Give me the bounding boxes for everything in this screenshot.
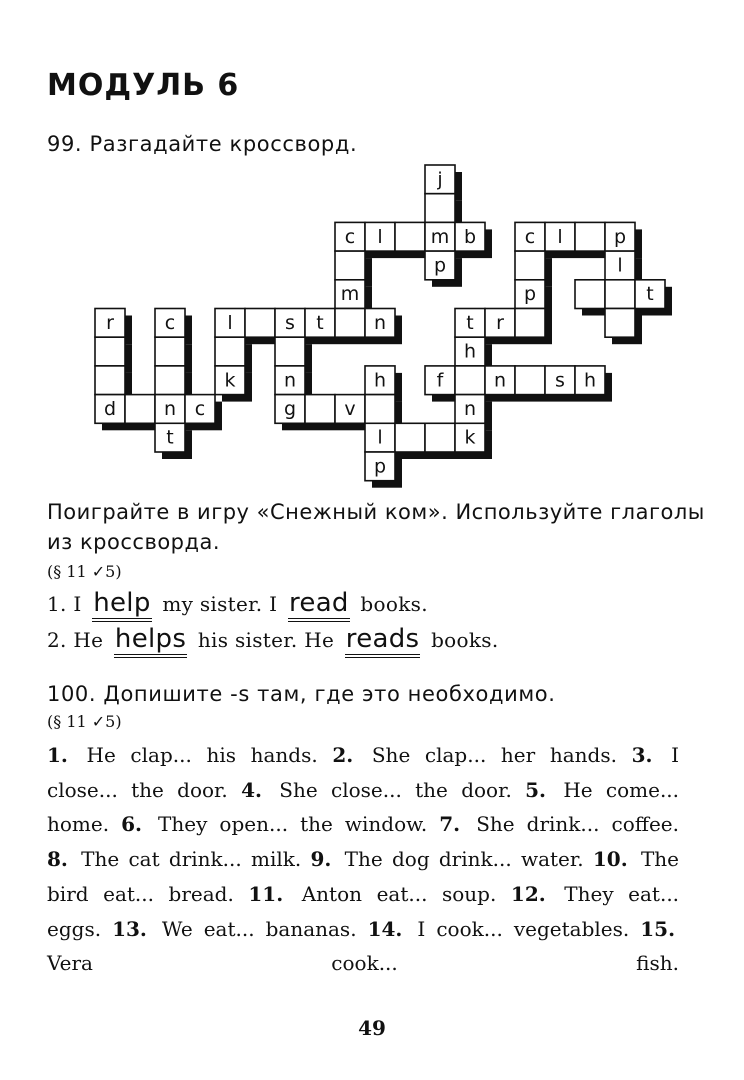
crossword-cell xyxy=(575,222,605,251)
crossword-letter: n xyxy=(283,369,297,392)
sentence-text: She clap... her hands. xyxy=(371,743,617,767)
page-number: 49 xyxy=(358,1016,386,1040)
crossword-cell xyxy=(215,337,245,366)
sentence-item xyxy=(47,847,301,871)
sentence-item xyxy=(121,812,427,836)
crossword-letter: l xyxy=(377,225,383,248)
crossword-letter: p xyxy=(523,283,537,306)
sentence-item xyxy=(47,743,318,767)
sentence-text: I close... the door. xyxy=(47,743,679,802)
sentence-number: 11. xyxy=(248,881,284,906)
crossword-cell xyxy=(365,395,395,424)
sentence-item xyxy=(439,812,679,836)
reference-note: (§ 11 ✓5) xyxy=(47,712,122,731)
crossword-letter: l xyxy=(557,225,563,248)
crossword-letter: t xyxy=(166,426,174,449)
sentence-text: The cat drink... milk. xyxy=(81,847,302,872)
crossword-letter: b xyxy=(463,225,477,248)
crossword-letter: s xyxy=(285,311,295,334)
crossword-letter: l xyxy=(377,426,383,449)
sentence-text: Anton eat... soup. xyxy=(301,881,497,906)
crossword-letter: n xyxy=(493,369,507,392)
crossword-cell xyxy=(155,337,185,366)
sentence-number: 10. xyxy=(592,847,628,872)
crossword-letter: d xyxy=(103,397,117,420)
crossword-cell xyxy=(605,280,635,309)
sentence-number: 12. xyxy=(510,881,546,906)
crossword-letter: h xyxy=(373,369,387,392)
sentence-text: Vera cook... fish. xyxy=(47,951,679,976)
exercise-100-heading: 100. Допишите -s там, где это необходимо. xyxy=(47,682,556,706)
exercise-99-heading: 99. Разгадайте кроссворд. xyxy=(47,132,358,156)
sentence-number: 4. xyxy=(241,777,262,802)
answer-word: help xyxy=(92,588,151,622)
sentence-text: I cook... vegetables. xyxy=(417,916,630,941)
crossword-letter: n xyxy=(463,397,477,420)
crossword-cell xyxy=(305,395,335,424)
line-word: I xyxy=(73,592,82,616)
crossword-cell xyxy=(95,366,125,395)
example-line-1 xyxy=(47,590,428,616)
crossword-letter: h xyxy=(583,369,597,392)
crossword-letter: c xyxy=(344,225,356,248)
crossword-letter: c xyxy=(164,311,176,334)
exercise-100-sentences xyxy=(47,738,679,981)
crossword-cell xyxy=(515,309,545,338)
crossword-letter: n xyxy=(163,397,177,420)
crossword-letter: p xyxy=(373,455,387,478)
crossword-letter: t xyxy=(466,311,474,334)
crossword-grid xyxy=(0,0,744,500)
line-word: his sister. He xyxy=(197,628,335,652)
sentence-number: 15. xyxy=(640,916,676,941)
crossword-letter: c xyxy=(194,397,206,420)
crossword-letter: p xyxy=(613,225,627,248)
crossword-letter: r xyxy=(496,311,504,334)
crossword-letter: t xyxy=(316,311,324,334)
sentence-item xyxy=(241,778,512,802)
crossword-letter: v xyxy=(344,397,356,420)
line-word: books. xyxy=(360,592,428,616)
crossword-letter: t xyxy=(646,283,654,306)
sentence-number: 9. xyxy=(310,847,332,872)
crossword-cell xyxy=(575,280,605,309)
line-word: books. xyxy=(431,628,499,652)
sentence-text: He come... home. xyxy=(47,777,680,837)
crossword-letter: l xyxy=(227,311,233,334)
answer-word: reads xyxy=(345,624,421,658)
sentence-item xyxy=(332,743,617,767)
sentence-text: We eat... bananas. xyxy=(161,916,357,941)
crossword-letter: n xyxy=(373,311,387,334)
crossword-letter: f xyxy=(436,369,444,392)
crossword-letter: c xyxy=(524,225,536,248)
sentence-number: 1. xyxy=(47,743,68,767)
crossword-cell xyxy=(395,222,425,251)
sentence-number: 7. xyxy=(439,812,461,837)
sentence-item xyxy=(368,917,630,941)
sentence-text: The dog drink... water. xyxy=(344,847,584,872)
line-word: my sister. I xyxy=(162,592,278,616)
sentence-item xyxy=(248,882,496,906)
crossword-cell xyxy=(395,423,425,452)
crossword-letter: m xyxy=(430,225,450,248)
crossword-cell xyxy=(335,251,365,280)
answer-word: helps xyxy=(114,624,187,658)
sentence-item xyxy=(112,917,356,941)
sentence-text: They eat... eggs. xyxy=(47,881,680,941)
module-title: МОДУЛЬ 6 xyxy=(47,68,240,103)
answer-word: read xyxy=(288,588,350,622)
sentence-text: She drink... coffee. xyxy=(476,812,679,837)
crossword-cell xyxy=(605,309,635,338)
crossword-letter: s xyxy=(555,369,565,392)
sentence-number: 13. xyxy=(112,916,147,941)
crossword-letter: j xyxy=(437,168,443,191)
crossword-letter: k xyxy=(224,369,236,392)
crossword-letter: r xyxy=(106,311,114,334)
crossword-cell xyxy=(95,337,125,366)
crossword-letter: l xyxy=(617,254,623,277)
crossword-cell xyxy=(245,309,275,338)
crossword-letter: p xyxy=(433,254,447,277)
example-line-2 xyxy=(47,626,499,652)
sentence-text: He clap... his hands. xyxy=(86,743,318,767)
crossword-cell xyxy=(335,309,365,338)
sentence-number: 2. xyxy=(332,743,354,767)
line-number: 2. xyxy=(47,628,67,652)
crossword-cell xyxy=(425,194,455,223)
crossword-letter: m xyxy=(340,283,360,306)
crossword-cell xyxy=(155,366,185,395)
crossword-cell xyxy=(425,423,455,452)
crossword-cell xyxy=(275,337,305,366)
sentence-item xyxy=(311,847,584,871)
sentence-number: 14. xyxy=(367,916,403,941)
crossword-cell xyxy=(515,251,545,280)
sentence-number: 5. xyxy=(525,777,547,802)
sentence-number: 3. xyxy=(631,743,653,767)
reference-note: (§ 11 ✓5) xyxy=(47,562,122,581)
sentence-number: 8. xyxy=(47,847,68,872)
crossword-cell xyxy=(455,366,485,395)
crossword-cell xyxy=(515,366,545,395)
sentence-text: They open... the window. xyxy=(158,812,428,837)
crossword-letter: g xyxy=(283,397,297,420)
crossword-letter: h xyxy=(463,340,477,363)
sentence-text: She close... the door. xyxy=(279,777,512,802)
line-number: 1. xyxy=(47,592,67,616)
game-instruction: Поиграйте в игру «Снежный ком». Используйте глаголы из кроссворда. xyxy=(47,500,705,554)
crossword-cell xyxy=(125,395,155,424)
line-word: He xyxy=(73,628,104,652)
crossword-letter: k xyxy=(464,426,476,449)
sentence-text: The bird eat... bread. xyxy=(47,847,680,906)
sentence-number: 6. xyxy=(121,812,143,837)
